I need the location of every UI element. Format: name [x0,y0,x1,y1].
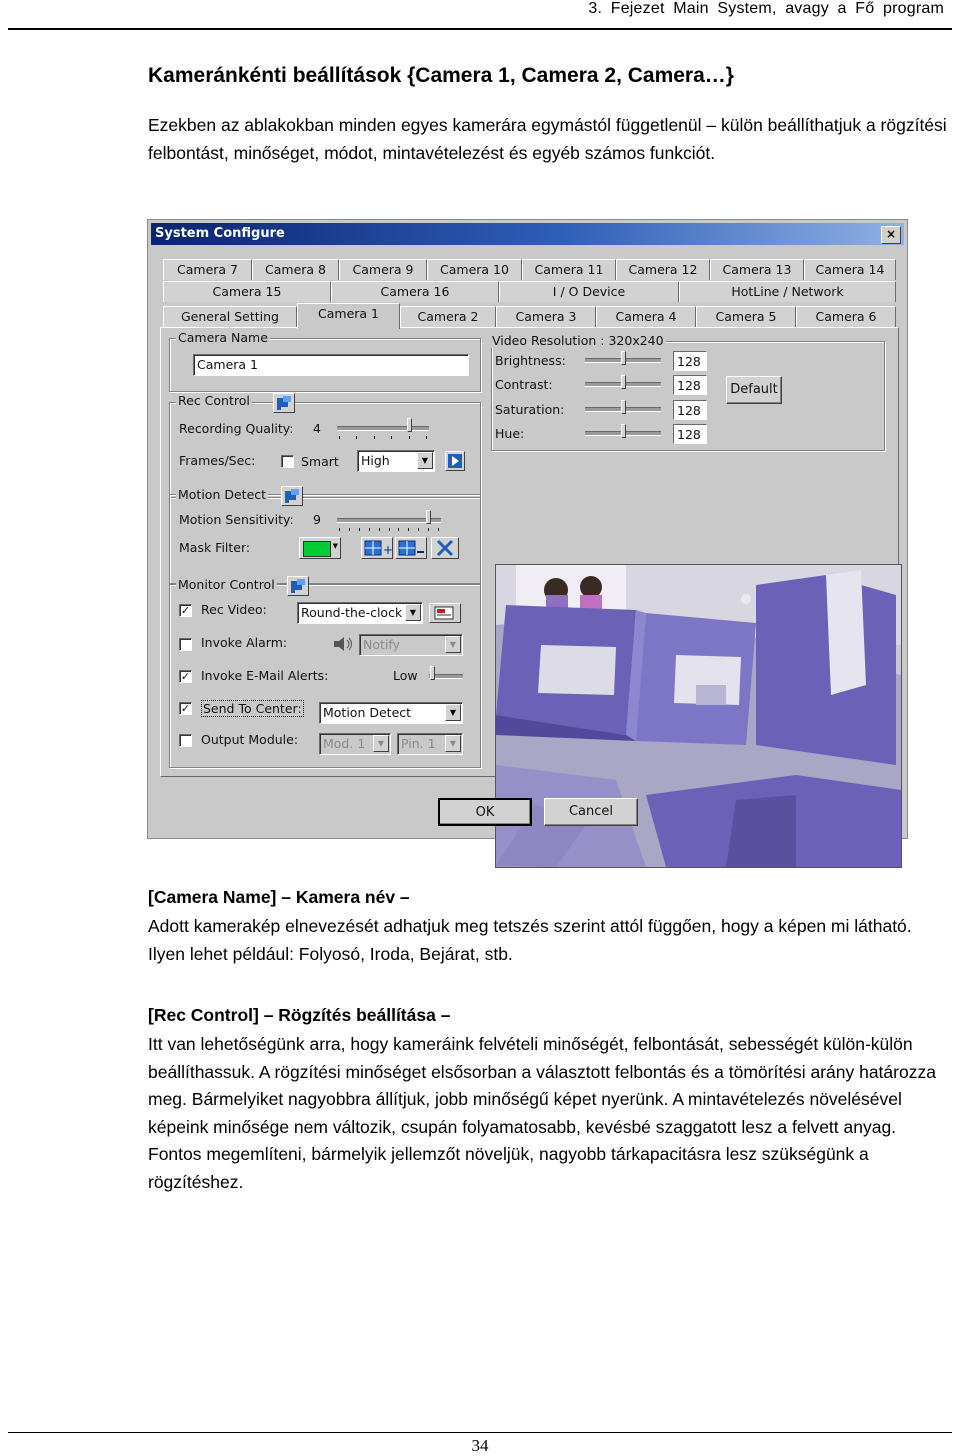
email-alert-level-label: Low [393,668,418,683]
frames-per-sec-value: High [361,453,390,468]
svg-text:+: + [383,543,394,557]
slider-tick [356,436,357,439]
rec-control-label: Rec Control [178,393,250,408]
tab-camera-10[interactable]: Camera 10 [427,259,522,280]
mask-clear-button[interactable] [431,537,459,559]
slider-tick [389,528,390,531]
slider-tick [408,528,409,531]
slider-tick [398,528,399,531]
email-alert-level-thumb[interactable] [430,666,435,680]
email-alerts-checkbox[interactable]: ✓ [180,670,191,683]
slider-tick [369,528,370,531]
mask-filter-label: Mask Filter: [179,540,251,555]
ok-button[interactable]: OK [438,798,532,826]
frames-per-sec-select[interactable] [357,450,435,472]
play-icon [446,452,464,470]
camera-name-heading: [Camera Name] – Kamera név – [148,887,410,907]
slider-tick [339,436,340,439]
send-to-center-value: Motion Detect [323,705,412,720]
recording-quality-track [337,426,429,431]
grid-remove-icon [396,538,426,558]
chevron-down-icon: ▼ [332,542,338,550]
hue-thumb[interactable] [621,424,626,438]
system-configure-dialog [147,219,908,839]
motion-detect-setup-button[interactable] [281,486,303,506]
camera-settings-icon [282,487,302,505]
slider-tick [409,436,410,439]
play-button[interactable] [445,451,465,471]
section-title: Kameránkénti beállítások {Camera 1, Camera 2, Camera…} [148,64,734,87]
output-module-select[interactable] [319,733,391,755]
rec-video-label: Rec Video: [201,602,267,617]
rec-video-select[interactable] [297,602,423,624]
dialog-titlebar [151,223,904,245]
camera-settings-panel [160,327,899,777]
rec-control-setup-button[interactable] [273,393,295,413]
tab-io-device[interactable]: I / O Device [499,281,679,302]
saturation-label: Saturation: [495,402,565,417]
brightness-label: Brightness: [495,353,566,368]
chevron-down-icon: ▼ [373,735,389,752]
chevron-down-icon: ▼ [445,735,461,752]
tab-camera-4[interactable]: Camera 4 [596,306,696,327]
tab-camera-1[interactable]: Camera 1 [297,303,400,329]
dialog-title: System Configure [155,226,285,241]
frames-per-sec-label: Frames/Sec: [179,453,256,468]
default-button[interactable]: Default [726,376,782,404]
contrast-label: Contrast: [495,377,553,392]
output-module-checkbox[interactable] [179,734,192,747]
page-number: 34 [471,1436,489,1455]
camera-settings-icon [288,577,308,595]
slider-tick [418,528,419,531]
clear-x-icon [432,538,458,558]
rec-video-checkbox[interactable]: ✓ [180,604,191,617]
slider-tick [374,436,375,439]
tab-general-setting[interactable]: General Setting [163,306,297,327]
tab-camera-8[interactable]: Camera 8 [252,259,339,280]
motion-detect-label: Motion Detect [178,487,267,502]
slider-tick [426,436,427,439]
invoke-alarm-select[interactable] [359,634,463,656]
slider-tick [359,528,360,531]
motion-sensitivity-thumb[interactable] [426,510,431,524]
slider-tick [349,528,350,531]
hue-value[interactable]: 128 [673,424,707,444]
video-resolution-label: Video Resolution : 320x240 [492,333,664,348]
camera-settings-icon [274,394,294,412]
mask-remove-button[interactable] [395,537,427,559]
send-to-center-checkbox[interactable]: ✓ [180,702,191,715]
intro-paragraph: Ezekben az ablakokban minden egyes kamerára egymástól függetlenül – külön beállíthatjuk a rögzítési felbontást, minőséget, módot, mintavételezést és egyéb számos funkciót. [148,115,947,163]
smart-label: Smart [301,454,339,469]
tab-camera-7[interactable]: Camera 7 [163,259,252,280]
camera-name-label: Camera Name [178,330,268,345]
mask-color-swatch [303,541,331,557]
smart-checkbox[interactable] [281,455,294,468]
motion-sensitivity-label: Motion Sensitivity: [179,512,294,527]
header-rule [8,28,952,30]
rec-video-value: Round-the-clock [301,605,403,620]
slider-tick [339,528,340,531]
rec-control-paragraph: Itt van lehetőségünk arra, hogy kameráink felvételi minőségét, felbontását, sebességét külön-külön beállíthassuk. A rögzítési minőséget elsősorban a választott felbontás és a tömörítési arány határozza meg. Bármelyiket nagyobbra állítjuk, jobb minőségű képet nyerünk. A mintavételezés növelésével képeink minősége nem változik, csupán folyamatosabb, kevésbé szaggatott lesz a felvett anyag. Fontos megemlíteni, bármelyik jellemzőt növeljük, nagyobb tárkapacitásra lesz szükségünk a rögzítéshez. [148,1034,936,1192]
output-module-value: Mod. 1 [323,736,366,751]
tab-hotline-network[interactable]: HotLine / Network [679,281,896,302]
slider-tick [428,528,429,531]
tab-camera-13[interactable]: Camera 13 [710,259,804,280]
camera-name-paragraph: Adott kamerakép elnevezését adhatjuk meg tetszés szerint attól függően, hogy a képen mi látható. Ilyen lehet például: Folyosó, Iroda, Bejárat, stb. [148,916,912,964]
invoke-alarm-checkbox[interactable] [179,638,192,651]
tab-camera-2[interactable]: Camera 2 [400,306,496,327]
motion-sensitivity-value: 9 [313,512,321,527]
monitor-control-label: Monitor Control [178,577,275,592]
cancel-button[interactable]: Cancel [544,798,638,826]
tab-camera-15[interactable]: Camera 15 [163,281,331,302]
tab-camera-6[interactable]: Camera 6 [796,306,896,327]
tab-camera-12[interactable]: Camera 12 [616,259,710,280]
chevron-down-icon: ▼ [445,636,461,653]
output-module-label: Output Module: [201,732,299,747]
contrast-thumb[interactable] [621,375,626,389]
send-to-center-select[interactable] [319,702,463,724]
speaker-icon [331,634,355,657]
contrast-value[interactable]: 128 [673,375,707,395]
slider-tick [379,528,380,531]
tab-camera-9[interactable]: Camera 9 [339,259,427,280]
monitor-control-setup-button[interactable] [287,576,309,596]
schedule-button[interactable] [429,603,461,623]
tab-camera-16[interactable]: Camera 16 [331,281,499,302]
tab-camera-11[interactable]: Camera 11 [522,259,616,280]
slider-tick [391,436,392,439]
invoke-alarm-value: Notify [363,637,400,652]
tab-camera-5[interactable]: Camera 5 [696,306,796,327]
recording-quality-value: 4 [313,421,321,436]
chevron-down-icon: ▼ [417,452,433,469]
brightness-value[interactable]: 128 [673,351,707,371]
close-button[interactable]: × [881,226,901,244]
saturation-value[interactable]: 128 [673,400,707,420]
saturation-thumb[interactable] [621,400,626,414]
hue-label: Hue: [495,426,525,441]
chevron-down-icon: ▼ [405,604,421,621]
footer-rule [8,1432,952,1433]
chevron-down-icon: ▼ [445,704,461,721]
brightness-thumb[interactable] [621,351,626,365]
running-header: 3. Fejezet Main System, avagy a Fő program [588,0,944,17]
grid-add-icon [362,538,392,558]
tab-camera-3[interactable]: Camera 3 [496,306,596,327]
mask-color-picker[interactable] [299,537,341,559]
tab-camera-14[interactable]: Camera 14 [804,259,896,280]
email-alerts-label: Invoke E-Mail Alerts: [201,668,329,683]
send-to-center-label: Send To Center: [203,701,302,716]
schedule-icon [430,604,460,622]
output-pin-value: Pin. 1 [401,736,436,751]
output-pin-select[interactable] [397,733,463,755]
mask-add-button[interactable] [361,537,393,559]
camera-name-input[interactable]: Camera 1 [193,354,469,376]
invoke-alarm-label: Invoke Alarm: [201,635,288,650]
recording-quality-thumb[interactable] [407,418,412,432]
recording-quality-label: Recording Quality: [179,421,294,436]
slider-tick [438,528,439,531]
rec-control-heading: [Rec Control] – Rögzítés beállítása – [148,1005,451,1025]
